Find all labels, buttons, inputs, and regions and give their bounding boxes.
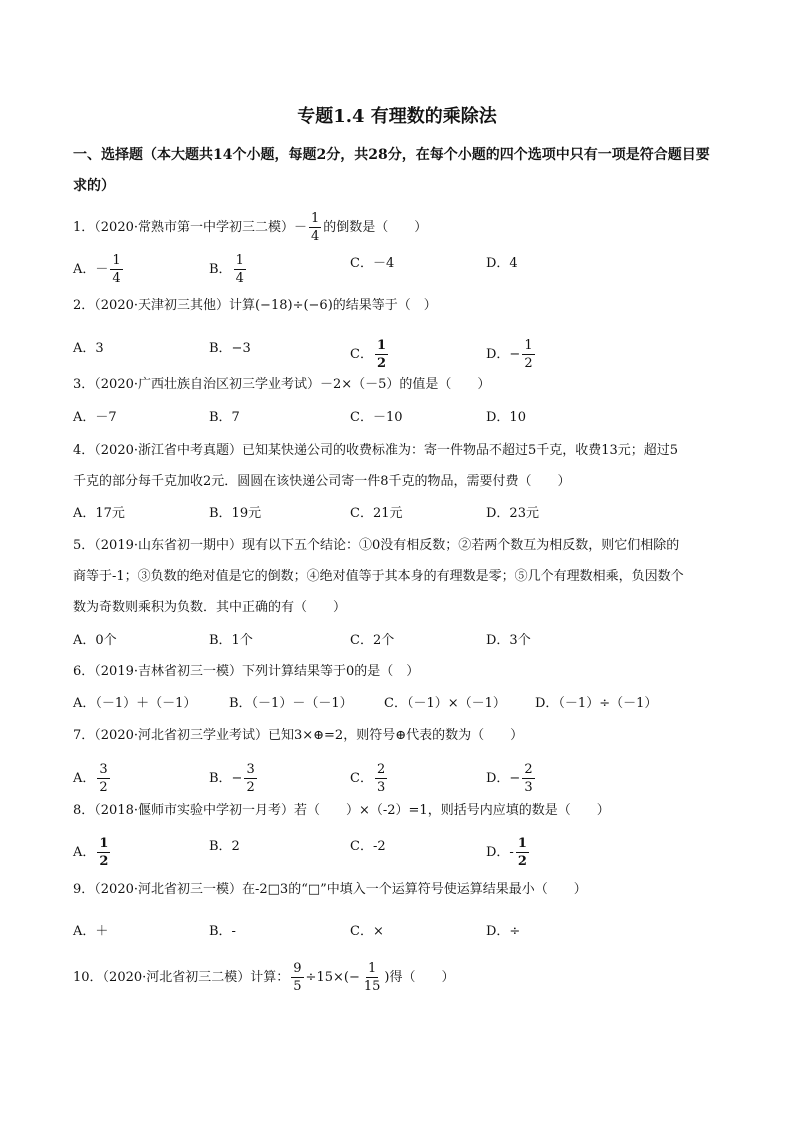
q10-fraction-2: $\frac{1}{15}$ bbox=[363, 961, 381, 994]
question-5-line1: 5．（2019·山东省初一期中）现有以下五个结论：①0没有相反数；②若两个数互为相反数，则它们相除的 bbox=[73, 538, 680, 553]
q8-option-d: D．- $\frac{1}{2}$ bbox=[486, 836, 527, 869]
q9-option-a: A．＋ bbox=[73, 924, 109, 939]
q9-option-b: B．- bbox=[209, 924, 236, 939]
q1-option-b: B． $\frac{1}{4}$ bbox=[209, 253, 244, 286]
question-10 bbox=[73, 962, 454, 993]
question-6: 6．（2019·吉林省初三一模）下列计算结果等于0的是（ ） bbox=[73, 664, 420, 679]
q6-option-a: A．（－1）＋（－1） bbox=[73, 696, 197, 711]
q4-option-a: A．17元 bbox=[73, 506, 125, 521]
q10-prefix: 10．（2020·河北省初三二模）计算： bbox=[73, 970, 290, 985]
q3-option-b: B．7 bbox=[209, 410, 240, 425]
q3-option-d: D．10 bbox=[486, 410, 526, 425]
q6-option-c: C．（－1）×（－1） bbox=[384, 696, 506, 711]
q7-option-c: C． $\frac{2}{3}$ bbox=[350, 762, 386, 795]
question-3: 3．（2020·广西壮族自治区初三学业考试）－2×（－5）的值是（ ） bbox=[73, 377, 491, 392]
q10-fraction-1: $\frac{9}{5}$ bbox=[293, 961, 302, 994]
question-5-line3: 数为奇数则乘积为负数．其中正确的有（ ） bbox=[73, 600, 347, 615]
q2-option-c: C． $\frac{1}{2}$ bbox=[350, 338, 386, 371]
q7-option-b: B．− $\frac{3}{2}$ bbox=[209, 762, 255, 795]
q2-option-a: A．3 bbox=[73, 341, 104, 356]
q1-suffix: 的倒数是（ ） bbox=[323, 220, 428, 235]
question-4-line1: 4．（2020·浙江省中考真题）已知某快递公司的收费标准为：寄一件物品不超过5千克，收费13元；超过5 bbox=[73, 443, 679, 458]
q8-option-a: A． $\frac{1}{2}$ bbox=[73, 836, 109, 869]
q1-fraction: $\frac{1}{4}$ bbox=[311, 211, 320, 244]
q4-option-c: C．21元 bbox=[350, 506, 403, 521]
q9-option-d: D．÷ bbox=[486, 924, 521, 939]
q1-prefix: 1．（2020·常熟市第一中学初三二模）－ bbox=[73, 220, 307, 235]
q5-option-a: A．0个 bbox=[73, 633, 117, 648]
question-5-line2: 商等于-1；③负数的绝对值是它的倒数；④绝对值等于其本身的有理数是零；⑤几个有理数相乘，负因数个 bbox=[73, 569, 684, 584]
q2-option-d: D．− $\frac{1}{2}$ bbox=[486, 338, 533, 371]
q7-option-d: D．− $\frac{2}{3}$ bbox=[486, 762, 533, 795]
question-2: 2．（2020·天津初三其他）计算(−18)÷(−6)的结果等于（ ） bbox=[73, 298, 437, 313]
document-title: 专题1.4 有理数的乘除法 bbox=[297, 106, 497, 127]
q9-option-c: C．× bbox=[350, 924, 384, 939]
q10-middle: ÷15×(− bbox=[305, 970, 360, 985]
section-heading-line2: 求的） bbox=[73, 178, 115, 194]
question-9: 9．（2020·河北省初三一模）在-2□3的“□”中填入一个运算符号使运算结果最小（ ） bbox=[73, 882, 587, 897]
q2-option-b: B．−3 bbox=[209, 341, 251, 356]
q6-option-d: D．（－1）÷（－1） bbox=[535, 696, 658, 711]
q1-option-a: A．－ $\frac{1}{4}$ bbox=[73, 253, 121, 286]
q1-option-c: C．－4 bbox=[350, 256, 395, 271]
q3-option-c: C．－10 bbox=[350, 410, 403, 425]
question-1 bbox=[73, 212, 427, 243]
q6-option-b: B．（－1）－（－1） bbox=[229, 696, 353, 711]
q8-option-b: B．2 bbox=[209, 839, 240, 854]
q7-option-a: A． $\frac{3}{2}$ bbox=[73, 762, 108, 795]
q1-option-d: D．4 bbox=[486, 256, 518, 271]
q5-option-c: C．2个 bbox=[350, 633, 395, 648]
q4-option-d: D．23元 bbox=[486, 506, 539, 521]
q10-suffix: )得（ ） bbox=[384, 970, 455, 985]
question-8: 8．（2018·偃师市实验中学初一月考）若（ ）×（-2）=1，则括号内应填的数是（ ） bbox=[73, 803, 610, 818]
question-4-line2: 千克的部分每千克加收2元．圆圆在该快递公司寄一件8千克的物品，需要付费（ ） bbox=[73, 474, 571, 489]
q3-option-a: A．－7 bbox=[73, 410, 117, 425]
section-heading-line1: 一、选择题（本大题共14个小题，每题2分，共28分，在每个小题的四个选项中只有一项是符合题目要 bbox=[73, 147, 710, 163]
q4-option-b: B．19元 bbox=[209, 506, 262, 521]
question-7: 7．（2020·河北省初三学业考试）已知3×⊕=2，则符号⊕代表的数为（ ） bbox=[73, 728, 524, 743]
q8-option-c: C．-2 bbox=[350, 839, 386, 854]
q5-option-d: D．3个 bbox=[486, 633, 531, 648]
q5-option-b: B．1个 bbox=[209, 633, 253, 648]
